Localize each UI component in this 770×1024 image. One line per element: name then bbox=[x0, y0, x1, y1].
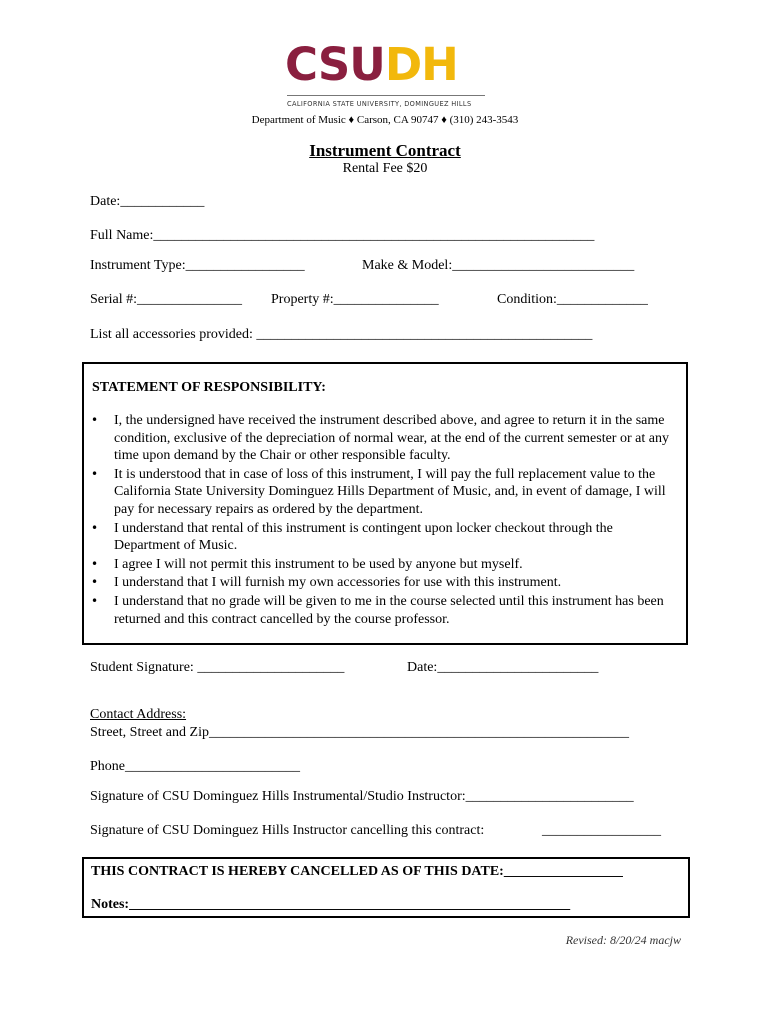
statement-item: • I, the undersigned have received the instrument described above, and agree to return it in the same condition, exclusive of the depreciation of normal wear, at the end of the current semester or at any time upon demand by the Chair or other responsible faculty. bbox=[84, 412, 686, 465]
revision-note: Revised: 8/20/24 macjw bbox=[565, 933, 681, 947]
logo-subtitle: CALIFORNIA STATE UNIVERSITY, DOMINGUEZ HILLS bbox=[287, 100, 472, 108]
department-contact-line: Department of Music ♦ Carson, CA 90747 ♦ (310) 243-3543 bbox=[251, 114, 519, 126]
cancellation-date-field[interactable]: THIS CONTRACT IS HEREBY CANCELLED AS OF THIS DATE:_________________ bbox=[91, 864, 623, 879]
cancel-signature-label: Signature of CSU Dominguez Hills Instructor cancelling this contract: bbox=[90, 823, 485, 838]
serial-number-field[interactable]: Serial #:_______________ bbox=[90, 292, 243, 307]
date-field[interactable]: Date:____________ bbox=[90, 194, 205, 209]
logo-divider bbox=[287, 95, 485, 96]
csudh-logo bbox=[285, 38, 489, 114]
student-signature-field[interactable]: Student Signature: _____________________ bbox=[90, 660, 345, 675]
logo-wordmark bbox=[285, 40, 458, 90]
cancellation-box bbox=[82, 857, 690, 918]
statement-list bbox=[84, 412, 686, 629]
rental-fee: Rental Fee $20 bbox=[342, 161, 428, 176]
logo-csu-text: CSU bbox=[285, 38, 385, 91]
statement-heading: STATEMENT OF RESPONSIBILITY: bbox=[92, 380, 326, 395]
statement-item: • I understand that I will furnish my own accessories for use with this instrument. bbox=[84, 574, 686, 592]
contact-address-heading: Contact Address: bbox=[90, 707, 187, 722]
condition-field[interactable]: Condition:_____________ bbox=[497, 292, 648, 307]
statement-item: • I understand that no grade will be given to me in the course selected until this instrument has been returned and this contract cancelled by the course professor. bbox=[84, 593, 686, 628]
instrument-type-field[interactable]: Instrument Type:_________________ bbox=[90, 258, 305, 273]
make-model-field[interactable]: Make & Model:__________________________ bbox=[362, 258, 635, 273]
full-name-field[interactable]: Full Name:_______________________________________________________________ bbox=[90, 228, 595, 243]
logo-dh-text: DH bbox=[384, 38, 458, 91]
statement-of-responsibility-box bbox=[82, 362, 688, 645]
cancel-signature-blank[interactable]: _________________ bbox=[542, 823, 661, 838]
signature-date-field[interactable]: Date:_______________________ bbox=[407, 660, 599, 675]
phone-field[interactable]: Phone_________________________ bbox=[90, 759, 300, 774]
property-number-field[interactable]: Property #:_______________ bbox=[271, 292, 439, 307]
street-field[interactable]: Street, Street and Zip____________________________________________________________ bbox=[90, 725, 629, 740]
statement-item: • I understand that rental of this instrument is contingent upon locker checkout through the Department of Music. bbox=[84, 520, 686, 555]
accessories-field[interactable]: List all accessories provided: ________________________________________________ bbox=[90, 327, 593, 342]
statement-item: • It is understood that in case of loss of this instrument, I will pay the full replacement value to the California State University Dominguez Hills Department of Music, and, in event of damage, I will pay for necessary repairs as ordered by the department. bbox=[84, 466, 686, 519]
document-title: Instrument Contract bbox=[309, 141, 461, 160]
statement-item: • I agree I will not permit this instrument to be used by anyone but myself. bbox=[84, 556, 686, 574]
notes-field[interactable]: Notes:_______________________________________________________________ bbox=[91, 897, 571, 912]
instructor-signature-field[interactable]: Signature of CSU Dominguez Hills Instrumental/Studio Instructor:________________________ bbox=[90, 789, 634, 804]
